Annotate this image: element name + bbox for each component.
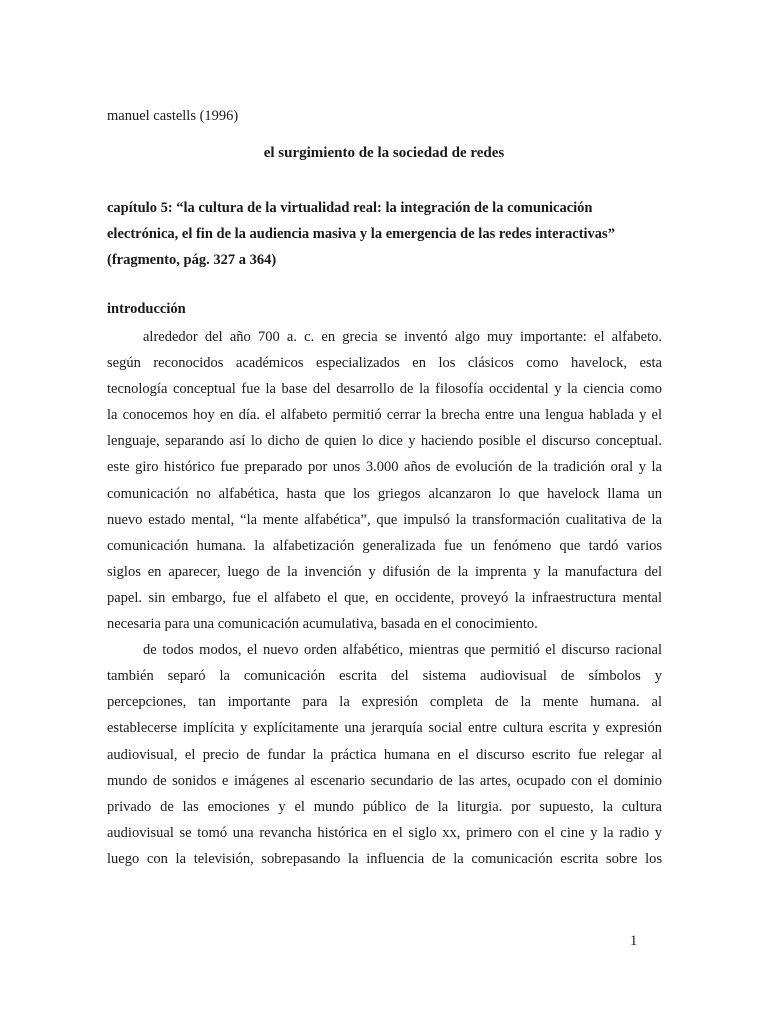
author-line: manuel castells (1996) <box>107 108 239 124</box>
paragraph-line: nuevo estado mental, “la mente alfabética”, que impulsó la transformación cualitativa de la <box>107 511 662 528</box>
paragraph-line: percepciones, tan importante para la expresión completa de la mente humana. al <box>107 694 662 711</box>
paragraph-line: tecnología conceptual fue la base del desarrollo de la filosofía occidental y la ciencia como <box>107 381 662 398</box>
paragraph-line: privado de las emociones y el mundo público de la liturgia. por supuesto, la cultura <box>107 798 662 815</box>
paragraph-line: establecerse implícita y explícitamente una jerarquía social entre cultura escrita y expresión <box>107 720 662 737</box>
paragraph-line: la conocemos hoy en día. el alfabeto permitió cerrar la brecha entre una lengua hablada y el <box>107 407 662 424</box>
body-text <box>107 324 662 872</box>
paragraph-line: necesaria para una comunicación acumulativa, basada en el conocimiento. <box>107 616 538 633</box>
paragraph-line: audiovisual se tomó una revancha histórica en el siglo xx, primero con el cine y la radio y <box>107 824 662 841</box>
paragraph-line: papel. sin embargo, fue el alfabeto el que, en occidente, proveyó la infraestructura mental <box>107 589 662 606</box>
paragraph-line: comunicación humana. la alfabetización generalizada fue un fenómeno que tardó varios <box>107 537 662 554</box>
paragraph-line: según reconocidos académicos especializados en los clásicos como havelock, esta <box>107 355 662 372</box>
chapter-heading <box>107 195 662 273</box>
paragraph-2 <box>107 637 662 872</box>
chapter-heading-line: (fragmento, pág. 327 a 364) <box>107 252 277 268</box>
paragraph-line: siglos en aparecer, luego de la invención y difusión de la imprenta y la manufactura del <box>107 563 662 580</box>
paragraph-line: también separó la comunicación escrita del sistema audiovisual de símbolos y <box>107 668 662 685</box>
paragraph-line: este giro histórico fue preparado por unos 3.000 años de evolución de la tradición oral y la <box>107 459 662 476</box>
paragraph-line: audiovisual, el precio de fundar la práctica humana en el discurso escrito fue relegar al <box>107 746 662 763</box>
section-heading: introducción <box>107 301 186 317</box>
paragraph-line: luego con la televisión, sobrepasando la influencia de la comunicación escrita sobre los <box>107 850 662 867</box>
chapter-heading-line: electrónica, el fin de la audiencia masiva y la emergencia de las redes interactivas” <box>107 226 615 242</box>
paragraph-1 <box>107 324 662 637</box>
paragraph-line: lenguaje, separando así lo dicho de quien lo dice y haciendo posible el discurso conceptual. <box>107 433 662 450</box>
paragraph-line: comunicación no alfabética, hasta que los griegos alcanzaron lo que havelock llama un <box>107 485 662 502</box>
paragraph-line: de todos modos, el nuevo orden alfabético, mientras que permitió el discurso racional <box>143 642 662 659</box>
paragraph-line: mundo de sonidos e imágenes al escenario secundario de las artes, ocupado con el dominio <box>107 772 662 789</box>
chapter-heading-line: capítulo 5: “la cultura de la virtualidad real: la integración de la comunicación <box>107 200 593 216</box>
page-number: 1 <box>630 933 638 949</box>
document-title: el surgimiento de la sociedad de redes <box>263 145 505 161</box>
paragraph-line: alrededor del año 700 a. c. en grecia se inventó algo muy importante: el alfabeto. <box>143 329 662 345</box>
